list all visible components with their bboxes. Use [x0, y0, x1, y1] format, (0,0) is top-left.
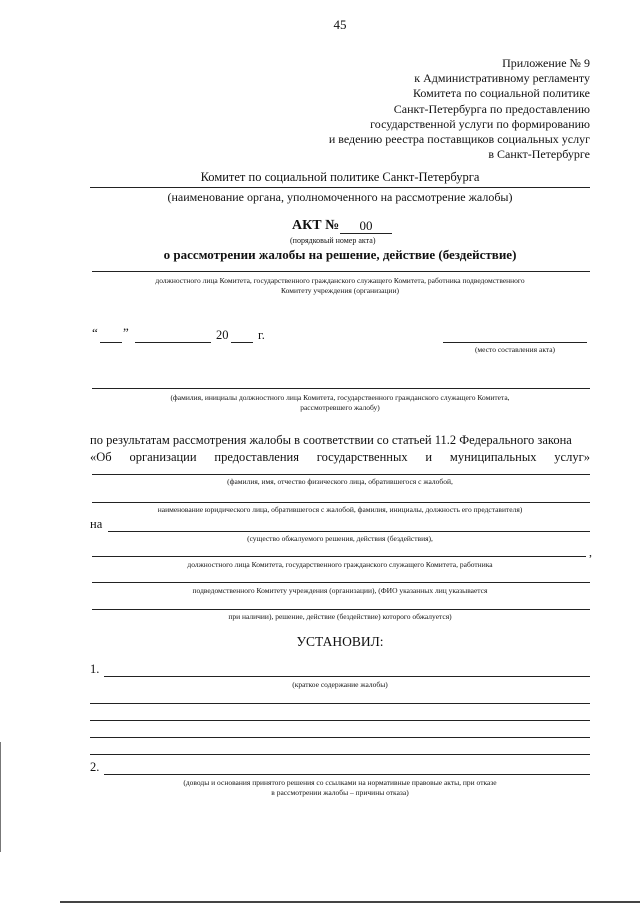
appealed-line	[108, 531, 590, 532]
act-number-caption: (порядковый номер акта)	[290, 236, 376, 245]
results-word-4: и	[425, 450, 433, 464]
reviewer-line	[92, 388, 590, 389]
organ-caption: (наименование органа, уполномоченного на рассмотрение жалобы)	[167, 190, 513, 204]
reviewer-caption-1: (фамилия, инициалы должностного лица Комитета, государственного гражданского служащего Комитета,	[170, 393, 510, 402]
scan-edge-left	[0, 742, 1, 852]
date-day-line	[100, 342, 122, 343]
item-1-extra-line-4	[90, 754, 590, 755]
results-word-1: организации	[129, 450, 197, 464]
act-number-underline	[340, 233, 392, 234]
applicant-caption: (фамилия, имя, отчество физического лица, обратившегося с жалобой,	[227, 477, 453, 486]
appendix-line-0: Приложение № 9	[502, 56, 590, 70]
official-line	[92, 271, 590, 272]
appealed-line-2	[92, 556, 586, 557]
date-quote-close: ”	[123, 325, 129, 340]
appealed-caption: (существо обжалуемого решения, действия (бездействия),	[247, 534, 433, 543]
item-1-line	[104, 676, 590, 677]
appendix-line-3: Санкт-Петербурга по предоставлению	[393, 101, 590, 116]
appendix-block	[250, 56, 590, 162]
results-word-0: «Об	[90, 450, 112, 464]
results-word-2: предоставления	[214, 450, 299, 464]
legal-entity-line	[92, 502, 590, 503]
results-line-1: по результатам рассмотрения жалобы в соответствии со статьей 11.2 Федерального закона	[90, 433, 572, 447]
official-caption-2: Комитету учреждения (организации)	[281, 286, 399, 295]
date-year-line	[231, 342, 253, 343]
item-1-extra-line-3	[90, 737, 590, 738]
appendix-line-4: государственной услуги по формированию	[370, 116, 590, 131]
date-quote-open: “	[92, 325, 98, 340]
place-line	[443, 342, 587, 343]
item-2-caption	[90, 778, 590, 798]
results-word-3: государственных	[316, 450, 408, 464]
appealed-caption-2: должностного лица Комитета, государственного гражданского служащего Комитета, работника	[187, 560, 493, 569]
act-number: 00	[359, 218, 373, 233]
applicant-line	[92, 474, 590, 475]
item-2-caption-2: в рассмотрении жалобы – причины отказа)	[271, 788, 409, 797]
results-word-6: услуг»	[554, 450, 590, 464]
appealed-line-3	[92, 582, 590, 583]
on-label: на	[90, 517, 103, 531]
appealed-line-4	[92, 609, 590, 610]
page-number: 45	[333, 17, 347, 32]
date-year-prefix: 20	[216, 328, 229, 342]
date-year-suffix: г.	[258, 328, 265, 342]
appealed-caption-4: при наличии), решение, действие (бездействие) которого обжалуется)	[228, 612, 452, 621]
organ-name: Комитет по социальной политике Санкт-Петербурга	[200, 170, 480, 184]
date-month-line	[135, 342, 211, 343]
scan-edge-bottom	[60, 901, 640, 903]
reviewer-caption-2: рассмотревшего жалобу)	[300, 403, 380, 412]
legal-entity-caption: наименование юридического лица, обратившегося с жалобой, фамилия, инициалы, должность его представителя)	[157, 505, 523, 514]
item-1-number: 1.	[90, 662, 100, 676]
established-heading: УСТАНОВИЛ:	[296, 634, 384, 649]
place-caption: (место составления акта)	[474, 345, 556, 354]
organ-name-underline	[90, 187, 590, 188]
official-caption	[90, 276, 590, 296]
item-1-caption: (краткое содержание жалобы)	[292, 680, 388, 689]
official-caption-1: должностного лица Комитета, государственного гражданского служащего Комитета, работника подведомственного	[155, 276, 525, 285]
appendix-line-2: Комитета по социальной политике	[412, 86, 590, 101]
appealed-caption-3: подведомственного Комитету учреждения (организации), (ФИО указанных лиц указывается	[192, 586, 488, 595]
reviewer-caption	[90, 393, 590, 413]
results-line-2	[90, 450, 590, 465]
appealed-comma: ,	[589, 545, 592, 559]
appendix-line-1: к Административному регламенту	[414, 71, 590, 86]
item-1-extra-line-1	[90, 703, 590, 704]
appendix-line-6: в Санкт-Петербурге	[488, 147, 590, 162]
act-subject: о рассмотрении жалобы на решение, действие (бездействие)	[163, 247, 517, 262]
appendix-line-5: и ведению реестра поставщиков социальных услуг	[328, 132, 590, 147]
item-2-line	[104, 774, 590, 775]
item-1-extra-line-2	[90, 720, 590, 721]
results-word-5: муниципальных	[449, 450, 537, 464]
item-2-number: 2.	[90, 760, 100, 774]
item-2-caption-1: (доводы и основания принятого решения со ссылками на нормативные правовые акты, при отказе	[183, 778, 497, 787]
act-label: АКТ №	[292, 218, 340, 233]
